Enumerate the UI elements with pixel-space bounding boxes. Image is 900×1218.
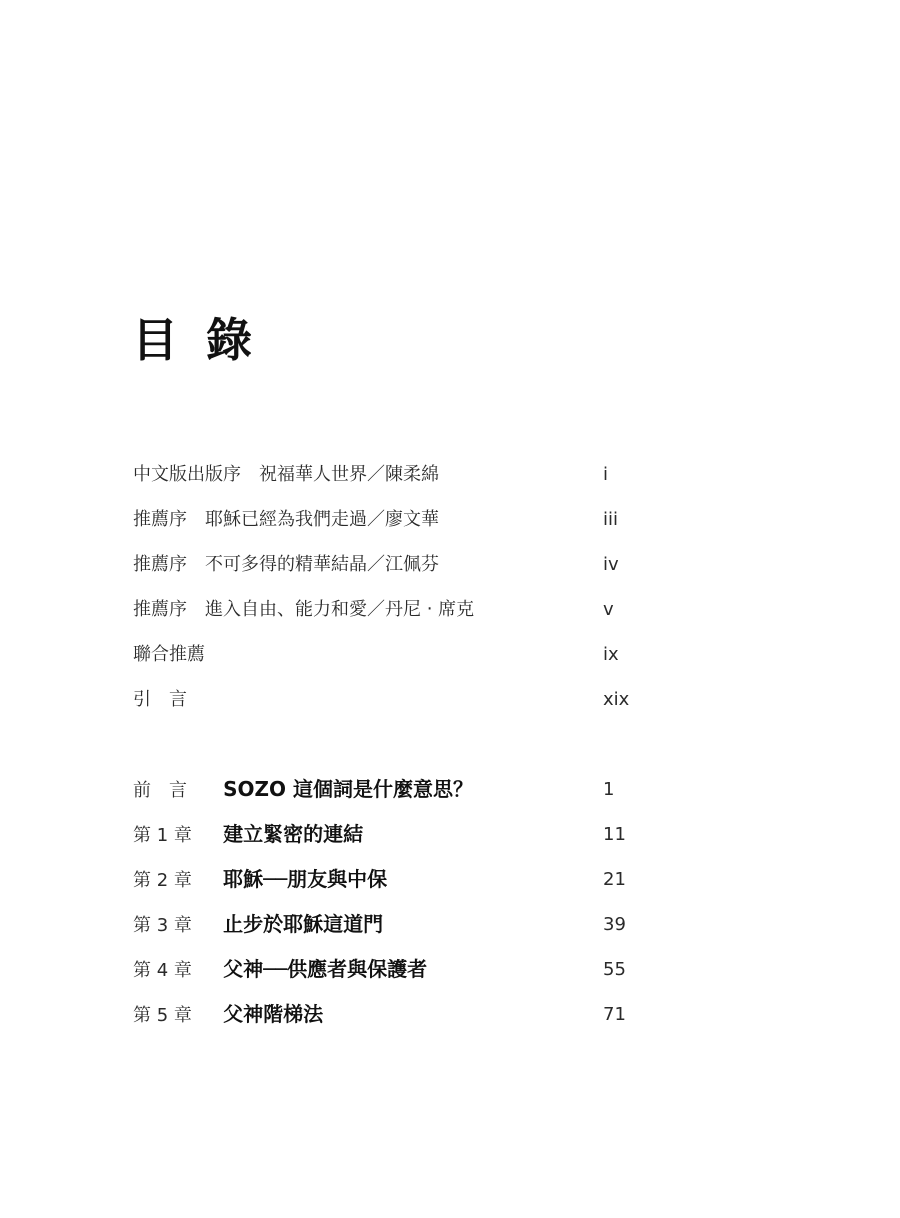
toc-page-number: 1 <box>603 779 615 800</box>
chapter-label: 第 3 章 <box>133 915 192 936</box>
toc-entry[interactable] <box>133 497 653 542</box>
chapter-entry[interactable] <box>133 767 653 812</box>
chapter-entry[interactable] <box>133 857 653 902</box>
chapter-entry[interactable] <box>133 812 653 857</box>
chapter-entry[interactable] <box>133 992 653 1037</box>
toc-page-number: i <box>603 464 609 485</box>
toc-page-number: 71 <box>603 1004 626 1025</box>
toc-page-number: 21 <box>603 869 626 890</box>
toc-entry[interactable] <box>133 587 653 632</box>
chapter-label: 第 4 章 <box>133 960 192 981</box>
toc-page-number: 55 <box>603 959 626 980</box>
toc-page-number: v <box>603 599 614 620</box>
toc-entry-text: 中文版出版序 祝福華人世界／陳柔綿 <box>133 464 439 485</box>
toc-entry-text: 引 言 <box>133 689 187 710</box>
chapter-title: 父神──供應者與保護者 <box>223 957 428 981</box>
toc-entry-text: 推薦序 進入自由、能力和愛／丹尼 ‧ 席克 <box>133 599 475 620</box>
toc-entry[interactable] <box>133 632 653 677</box>
front-matter-list <box>133 452 653 722</box>
toc-page-number: iii <box>603 509 619 530</box>
toc-page-number: iv <box>603 554 619 575</box>
chapter-entry[interactable] <box>133 947 653 992</box>
toc-page-number: 11 <box>603 824 626 845</box>
chapter-title: 止步於耶穌這道門 <box>223 912 384 936</box>
toc-page-number: xix <box>603 689 630 710</box>
chapter-title: SOZO 這個詞是什麼意思？ <box>223 777 473 801</box>
chapter-label: 第 1 章 <box>133 825 192 846</box>
toc-entry-text: 聯合推薦 <box>133 644 205 665</box>
page-title: 目 錄 <box>132 313 259 367</box>
toc-entry[interactable] <box>133 452 653 497</box>
toc-page-number: 39 <box>603 914 626 935</box>
chapter-entry[interactable] <box>133 902 653 947</box>
toc-entry[interactable] <box>133 677 653 722</box>
toc-entry[interactable] <box>133 542 653 587</box>
chapter-list <box>133 767 653 1037</box>
chapter-title: 父神階梯法 <box>223 1002 324 1026</box>
chapter-title: 耶穌──朋友與中保 <box>223 867 388 891</box>
toc-entry-text: 推薦序 耶穌已經為我們走過／廖文華 <box>133 509 439 530</box>
chapter-label: 前 言 <box>133 780 187 801</box>
chapter-label: 第 2 章 <box>133 870 192 891</box>
chapter-label: 第 5 章 <box>133 1005 192 1026</box>
toc-page-number: ix <box>603 644 619 665</box>
chapter-title: 建立緊密的連結 <box>223 822 364 846</box>
toc-entry-text: 推薦序 不可多得的精華結晶／江佩芬 <box>133 554 439 575</box>
